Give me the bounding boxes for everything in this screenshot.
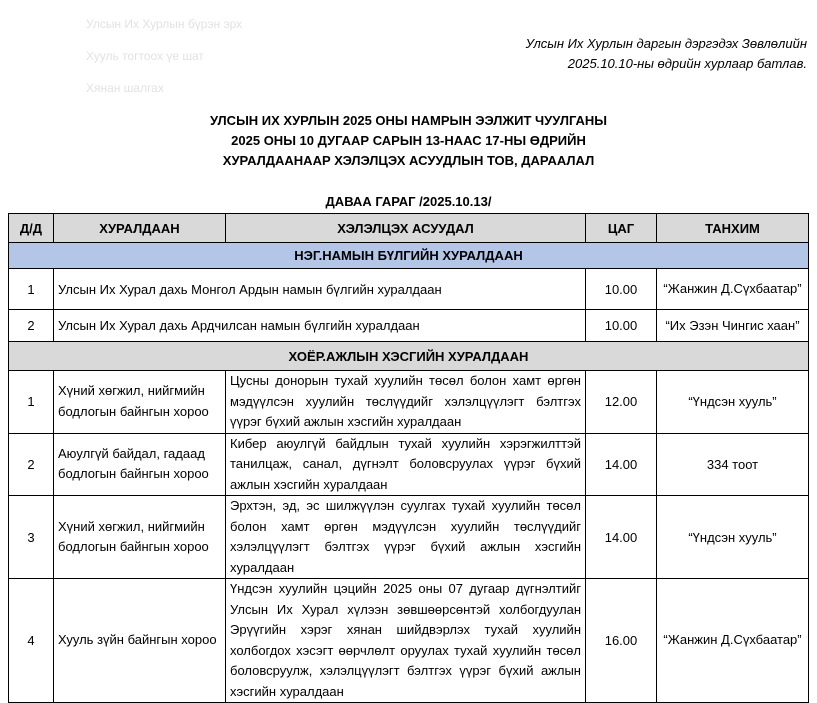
ghost-nav-item: Улсын Их Хурлын бүрэн эрх: [86, 17, 243, 31]
cell-time: 12.00: [586, 371, 657, 434]
approval-line-1: Улсын Их Хурлын даргын дэргэдэх Зөвлөлийн: [525, 36, 807, 51]
cell-hall: “Үндсэн хууль”: [657, 371, 809, 434]
cell-hall: 334 тоот: [657, 433, 809, 496]
title-line-3: ХУРАЛДААНААР ХЭЛЭЛЦЭХ АСУУДЛЫН ТОВ, ДАРААЛАЛ: [222, 153, 595, 168]
cell-time: 10.00: [586, 310, 657, 342]
document-title: [0, 111, 817, 171]
approval-line-2: 2025.10.10-ны өдрийн хурлаар батлав.: [567, 56, 807, 71]
cell-agenda: Цусны донорын тухай хуулийн төсөл болон хамт өргөн мэдүүлсэн хуулийн төслүүдийг хэлэлцүүлэгт бэлтгэх үүрэг бүхий ажлын хэсгийн хуралдаан: [226, 371, 586, 434]
table-row: [9, 496, 809, 579]
cell-time: 14.00: [586, 433, 657, 496]
cell-no: 2: [9, 310, 54, 342]
cell-agenda: Кибер аюулгүй байдлын тухай хуулийн хэрэгжилттэй танилцаж, санал, дүгнэлт боловсруулах үүрэг бүхий ажлын хэсгийн хуралдаан: [226, 433, 586, 496]
cell-meeting: Хүний хөгжил, нийгмийн бодлогын байнгын хороо: [54, 496, 226, 579]
header-time: ЦАГ: [586, 214, 657, 243]
cell-meeting: Хууль зүйн байнгын хороо: [54, 579, 226, 703]
table-row: [9, 579, 809, 703]
cell-no: 2: [9, 433, 54, 496]
approval-note: [526, 34, 807, 74]
title-line-1: УЛСЫН ИХ ХУРЛЫН 2025 ОНЫ НАМРЫН ЭЭЛЖИТ ЧУУЛГАНЫ: [209, 113, 608, 128]
header-agenda: ХЭЛЭЛЦЭХ АСУУДАЛ: [226, 214, 586, 243]
table-row: [9, 310, 809, 342]
header-no: Д/Д: [9, 214, 54, 243]
table-row: [9, 269, 809, 310]
schedule-table: [8, 213, 809, 703]
cell-meeting: Аюулгүй байдал, гадаад бодлогын байнгын хороо: [54, 433, 226, 496]
cell-meeting: Хүний хөгжил, нийгмийн бодлогын байнгын хороо: [54, 371, 226, 434]
section-title: ХОЁР.АЖЛЫН ХЭСГИЙН ХУРАЛДААН: [9, 342, 809, 371]
section-row: [9, 243, 809, 269]
cell-no: 1: [9, 269, 54, 310]
ghost-nav-item: Хууль тогтоох үе шат: [86, 49, 204, 63]
section-row: [9, 342, 809, 371]
ghost-nav-item: Хянан шалгах: [86, 81, 164, 95]
cell-meeting: Улсын Их Хурал дахь Ардчилсан намын бүлгийн хуралдаан: [54, 310, 586, 342]
table-row: [9, 371, 809, 434]
section-title: НЭГ.НАМЫН БҮЛГИЙН ХУРАЛДААН: [9, 243, 809, 269]
cell-meeting: Улсын Их Хурал дахь Монгол Ардын намын бүлгийн хуралдаан: [54, 269, 586, 310]
title-line-2: 2025 ОНЫ 10 ДУГААР САРЫН 13-НААС 17-НЫ ӨДРИЙН: [231, 133, 586, 148]
cell-hall: “Жанжин Д.Сүхбаатар”: [657, 269, 809, 310]
table-header-row: [9, 214, 809, 243]
background-nav: [86, 17, 242, 113]
header-hall: ТАНХИМ: [657, 214, 809, 243]
cell-time: 14.00: [586, 496, 657, 579]
cell-agenda: Үндсэн хуулийн цэцийн 2025 оны 07 дугаар дүгнэлтийг Улсын Их Хурал хүлээн зөвшөөрсөнтэй холбогдуулан Эрүүгийн хэрэг хянан шийдвэрлэх тухай хуулийн холбогдох хэсэгт өөрчлөлт оруулах тухай хуулийн төсөл боловсруулж, хэлэлцүүлэгт бэлтгэх үүрэг бүхий ажлын хэсгийн хуралдаан: [226, 579, 586, 703]
cell-no: 1: [9, 371, 54, 434]
cell-time: 10.00: [586, 269, 657, 310]
cell-no: 4: [9, 579, 54, 703]
table-row: [9, 433, 809, 496]
header-meeting: ХУРАЛДААН: [54, 214, 226, 243]
cell-hall: “Их Эзэн Чингис хаан”: [657, 310, 809, 342]
cell-hall: “Жанжин Д.Сүхбаатар”: [657, 579, 809, 703]
cell-no: 3: [9, 496, 54, 579]
day-heading: ДАВАА ГАРАГ /2025.10.13/: [325, 194, 492, 209]
cell-agenda: Эрхтэн, эд, эс шилжүүлэн суулгах тухай хуулийн төсөл болон хамт өргөн мэдүүлсэн хуулийн төслүүдийг хэлэлцүүлэгт бэлтгэх үүрэг бүхий ажлын хэсгийн хуралдаан: [226, 496, 586, 579]
cell-hall: “Үндсэн хууль”: [657, 496, 809, 579]
cell-time: 16.00: [586, 579, 657, 703]
